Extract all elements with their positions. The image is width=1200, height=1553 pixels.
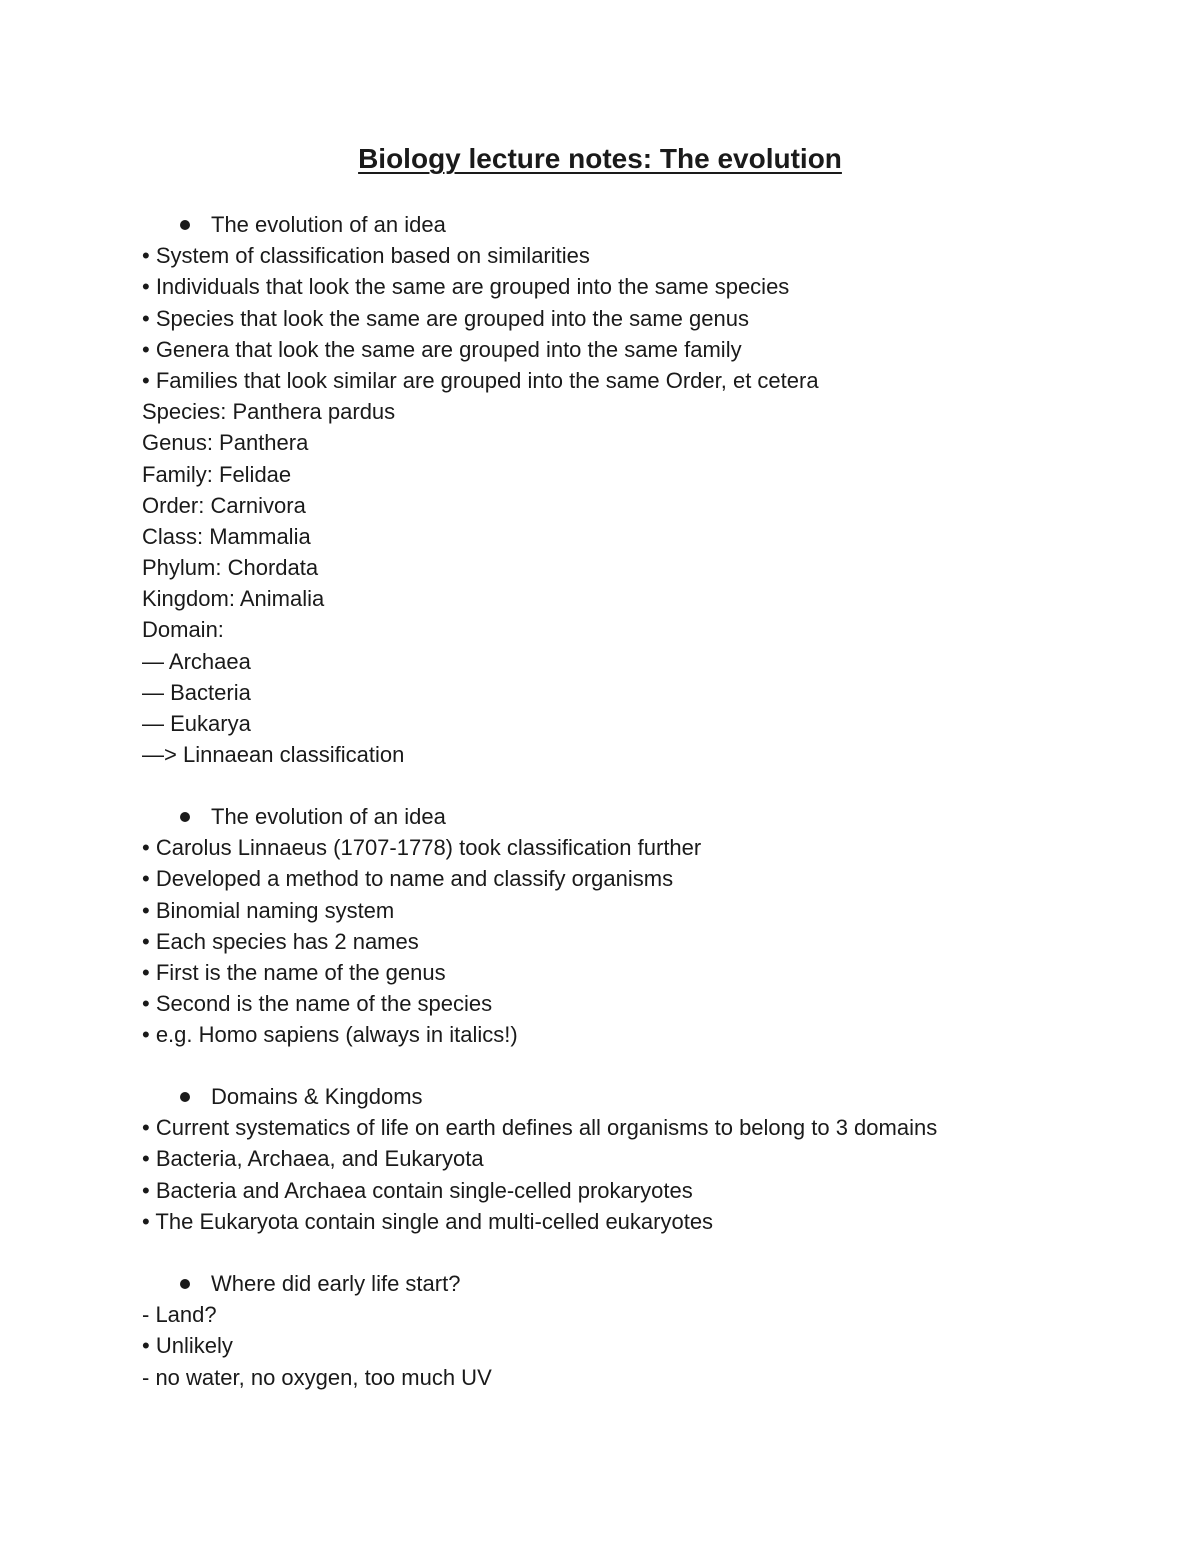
section-heading-text: Domains & Kingdoms [211, 1084, 423, 1109]
notes-section [142, 209, 1142, 770]
note-line: • Each species has 2 names [142, 928, 419, 954]
note-line: - no water, no oxygen, too much UV [142, 1364, 492, 1390]
note-line: • e.g. Homo sapiens (always in italics!) [142, 1022, 518, 1048]
note-line: • Genera that look the same are grouped into the same family [142, 336, 742, 362]
note-line: Family: Felidae [142, 461, 292, 487]
notes-section [142, 1268, 1142, 1393]
note-line: • Second is the name of the species [142, 991, 493, 1017]
section-heading [142, 801, 1142, 832]
note-line: • First is the name of the genus [142, 959, 446, 985]
bullet-icon [180, 812, 190, 822]
section-heading [142, 209, 1142, 240]
bullet-icon [180, 1092, 190, 1102]
section-heading-text: The evolution of an idea [211, 212, 446, 237]
notes-section [142, 1081, 1142, 1237]
note-line: Order: Carnivora [142, 492, 306, 518]
section-heading-text: Where did early life start? [211, 1271, 461, 1296]
note-line: • The Eukaryota contain single and multi-celled eukaryotes [142, 1208, 714, 1234]
note-line: Kingdom: Animalia [142, 586, 325, 612]
bullet-icon [180, 1279, 190, 1289]
note-line: • Unlikely [142, 1333, 233, 1359]
note-line: • Bacteria, Archaea, and Eukaryota [142, 1146, 484, 1172]
note-line: Domain: [142, 617, 224, 643]
note-line: — Archaea [142, 648, 251, 674]
note-line: • System of classification based on similarities [142, 243, 590, 269]
note-line: - Land? [142, 1302, 217, 1328]
note-line: — Bacteria [142, 679, 251, 705]
note-line: • Bacteria and Archaea contain single-celled prokaryotes [142, 1177, 693, 1203]
note-line: • Species that look the same are grouped into the same genus [142, 305, 749, 331]
notes-section [142, 801, 1142, 1051]
note-line: • Individuals that look the same are grouped into the same species [142, 274, 790, 300]
note-line: • Binomial naming system [142, 897, 395, 923]
note-line: Class: Mammalia [142, 523, 311, 549]
note-line: • Carolus Linnaeus (1707-1778) took classification further [142, 835, 702, 861]
section-heading-text: The evolution of an idea [211, 804, 446, 829]
note-line: • Families that look similar are grouped into the same Order, et cetera [142, 367, 819, 393]
note-line: —> Linnaean classification [142, 742, 405, 768]
document-title: Biology lecture notes: The evolution [358, 143, 842, 174]
note-line: — Eukarya [142, 711, 251, 736]
bullet-icon [180, 220, 190, 230]
note-line: Genus: Panthera [142, 430, 309, 456]
note-line: • Developed a method to name and classify organisms [142, 866, 674, 892]
section-heading [142, 1268, 1142, 1299]
note-line: Phylum: Chordata [142, 555, 319, 581]
section-heading [142, 1081, 1142, 1112]
note-line: Species: Panthera pardus [142, 399, 396, 425]
note-line: • Current systematics of life on earth defines all organisms to belong to 3 domains [142, 1115, 938, 1141]
